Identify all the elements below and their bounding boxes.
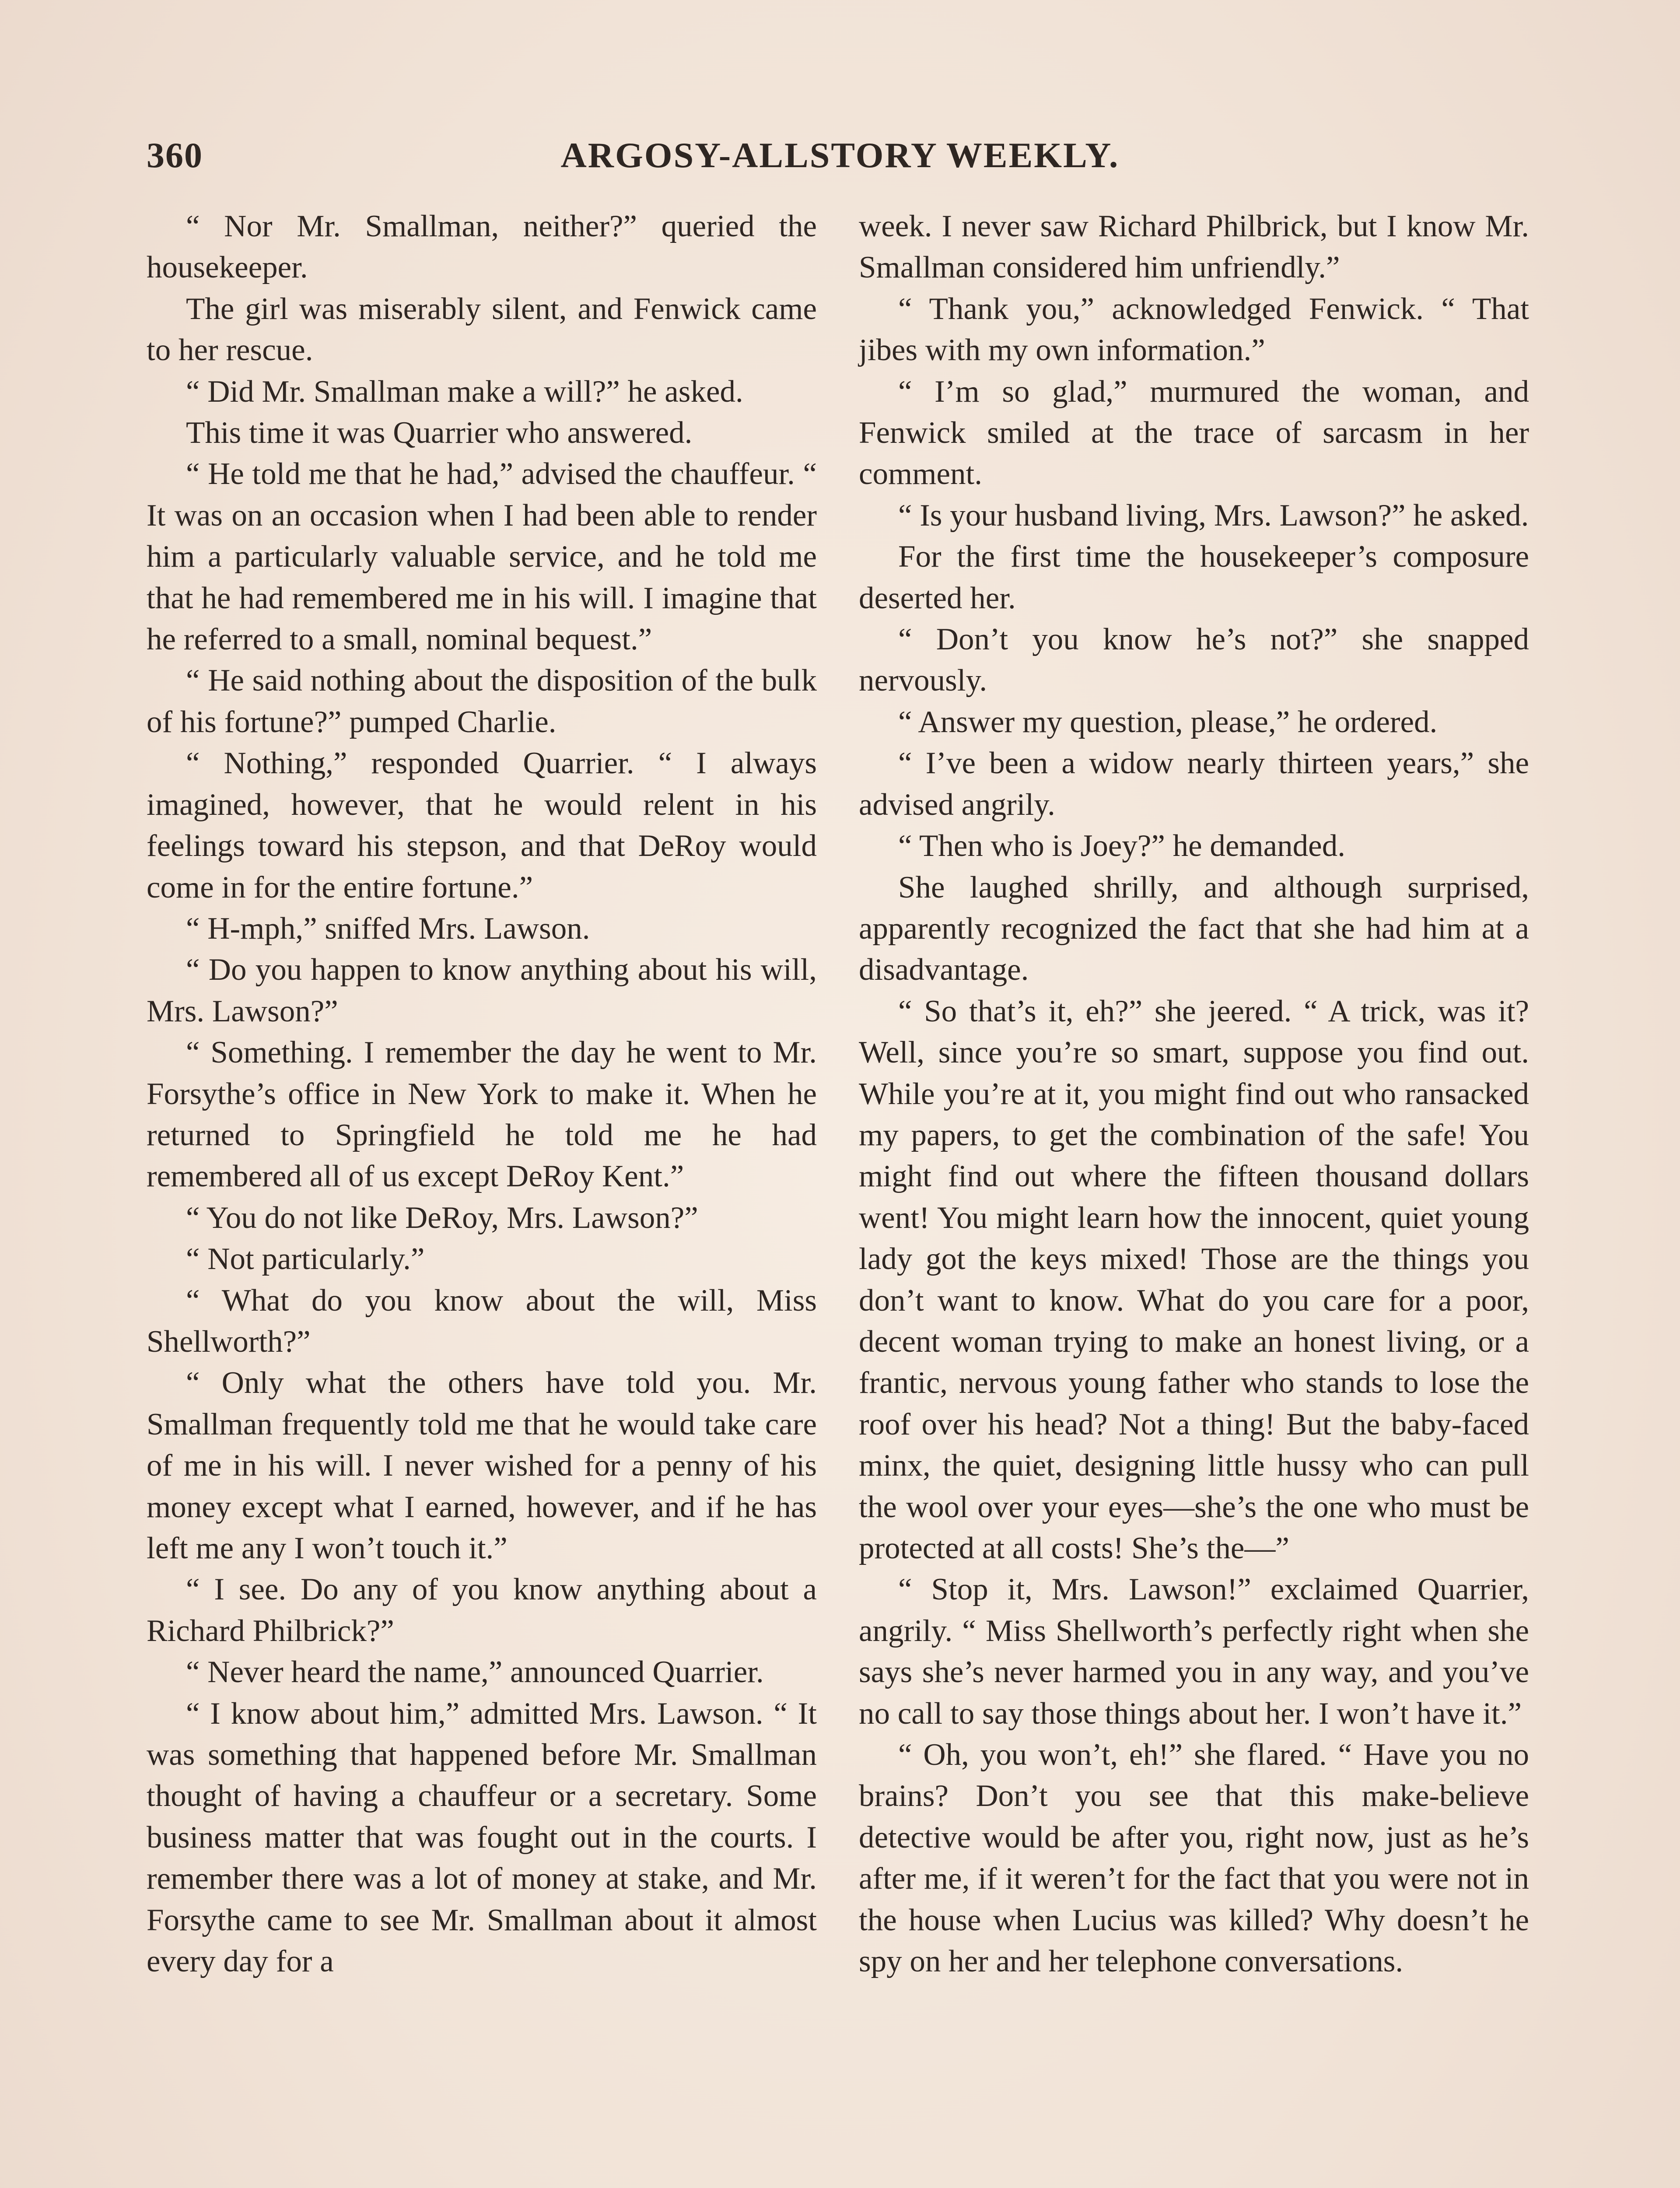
paragraph: “ H-mph,” sniffed Mrs. Lawson. xyxy=(186,911,590,946)
paragraph: The girl was miserably silent, and Fenwick came to her rescue. xyxy=(147,291,817,368)
paragraph: “ Nothing,” responded Quarrier. “ I always imagined, however, that he would relent in his feelings toward his stepson, and that DeRoy would come in for the entire fortune.” xyxy=(147,746,817,905)
paragraph: “ Then who is Joey?” he demanded. xyxy=(898,829,1345,863)
left-column xyxy=(147,206,817,1982)
paragraph: “ I know about him,” admitted Mrs. Lawson. “ It was something that happened before Mr. Smallman thought of having a chauffeur or a secretary. Some business matter that was fought out in the courts. I remember there was a lot of money at stake, and Mr. Forsythe came to see Mr. Smallman about it almost every day for a xyxy=(147,1696,817,1979)
paragraph: “ Is your husband living, Mrs. Lawson?” he asked. xyxy=(898,498,1529,533)
paragraph: “ I see. Do any of you know anything about a Richard Philbrick?” xyxy=(147,1572,817,1648)
paragraph: “ Oh, you won’t, eh!” she flared. “ Have you no brains? Don’t you see that this make-believe detective would be after you, right now, just as he’s after me, if it weren’t for the fact that you were not in the house when Lucius was killed? Why doesn’t he spy on her and her telephone conversations. xyxy=(859,1738,1529,1979)
page-header xyxy=(147,131,1533,179)
paragraph: “ Never heard the name,” announced Quarrier. xyxy=(186,1655,764,1690)
paragraph: “ Do you happen to know anything about his will, Mrs. Lawson?” xyxy=(147,953,817,1028)
paragraph: “ So that’s it, eh?” she jeered. “ A trick, was it? Well, since you’re so smart, suppose you find out. While you’re at it, you might find out who ransacked my papers, to get the combination of the safe! You might find out where the fifteen thousand dollars went! You might learn how the innocent, quiet young lady got the keys mixed! Those are the things you don’t want to know. What do you care for a poor, decent woman trying to make an honest living, or a frantic, nervous young father who stands to lose the roof over his head? Not a thing! But the baby-faced minx, the quiet, designing little hussy who can pull the wool over your eyes—she’s the one who must be protected at all costs! She’s the—” xyxy=(859,994,1529,1565)
paragraph: “ Thank you,” acknowledged Fenwick. “ That jibes with my own information.” xyxy=(859,291,1529,368)
paragraph: “ Something. I remember the day he went to Mr. Forsythe’s office in New York to make it. When he returned to Springfield he told me he had remembered all of us except DeRoy Kent.” xyxy=(147,1035,817,1194)
paragraph: “ Nor Mr. Smallman, neither?” queried the housekeeper. xyxy=(147,209,817,285)
paragraph: For the first time the housekeeper’s composure deserted her. xyxy=(859,540,1529,615)
paragraph: “ Did Mr. Smallman make a will?” he asked. xyxy=(186,374,743,409)
page-number: 360 xyxy=(147,135,203,175)
paragraph: This time it was Quarrier who answered. xyxy=(186,416,693,450)
paragraph: “ You do not like DeRoy, Mrs. Lawson?” xyxy=(186,1200,698,1235)
paragraph: “ Stop it, Mrs. Lawson!” exclaimed Quarrier, angrily. “ Miss Shellworth’s perfectly right when she says she’s never harmed you in any way, and you’ve no call to say those things about her. I won’t have it.” xyxy=(859,1572,1529,1731)
paragraph: “ I’ve been a widow nearly thirteen years,” she advised angrily. xyxy=(859,746,1529,822)
paragraph: She laughed shrilly, and although surprised, apparently recognized the fact that she had him at a disadvantage. xyxy=(859,870,1529,987)
paragraph: “ He said nothing about the disposition of the bulk of his fortune?” pumped Charlie. xyxy=(147,663,817,739)
paragraph: “ Answer my question, please,” he ordered. xyxy=(898,705,1438,739)
paragraph: “ Only what the others have told you. Mr. Smallman frequently told me that he would take care of me in his will. I never wished for a penny of his money except what I earned, however, and if he has left me any I won’t touch it.” xyxy=(147,1366,817,1565)
paragraph-continuation: week. I never saw Richard Philbrick, but I know Mr. Smallman considered him unfriendly.” xyxy=(859,209,1529,285)
paragraph: “ Not particularly.” xyxy=(186,1242,425,1276)
paragraph: “ I’m so glad,” murmured the woman, and Fenwick smiled at the trace of sarcasm in her comment. xyxy=(859,374,1529,491)
paragraph: “ What do you know about the will, Miss Shellworth?” xyxy=(147,1283,817,1359)
paragraph: “ Don’t you know he’s not?” she snapped nervously. xyxy=(859,622,1529,698)
running-head: ARGOSY-ALLSTORY WEEKLY. xyxy=(560,135,1120,175)
paragraph: “ He told me that he had,” advised the chauffeur. “ It was on an occasion when I had been able to render him a particularly valuable service, and he told me that he had remembered me in his will. I imagine that he referred to a small, nominal bequest.” xyxy=(147,457,817,657)
right-column xyxy=(859,206,1529,1982)
